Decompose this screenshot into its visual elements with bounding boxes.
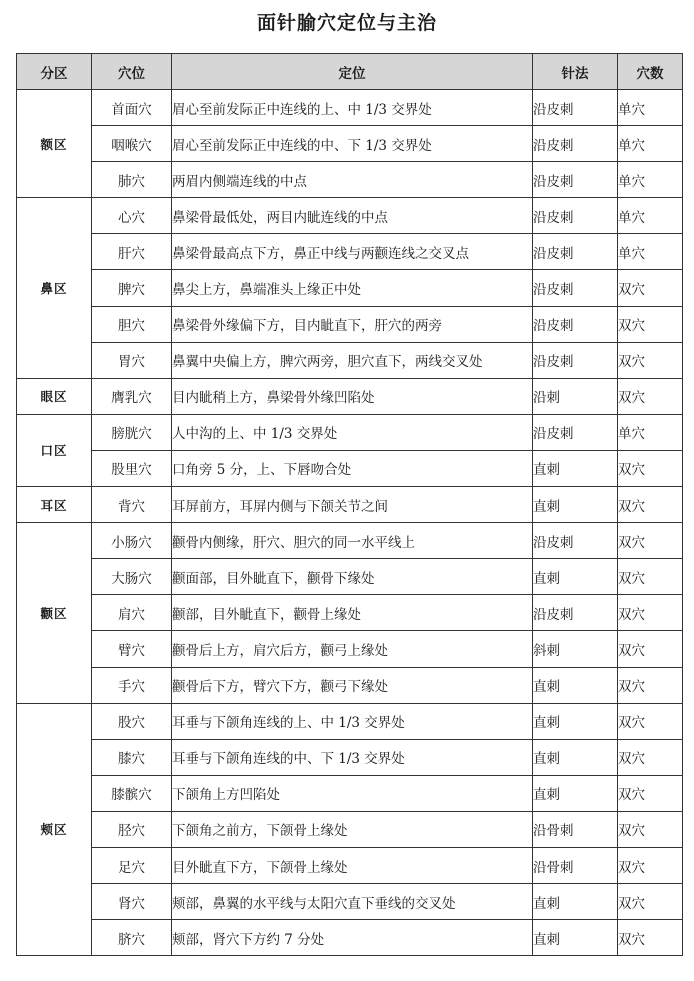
table-row [17,920,683,956]
count-cell: 单穴 [618,234,683,270]
method-cell: 沿骨刺 [533,811,618,847]
table-row [17,847,683,883]
location-cell: 眉心至前发际正中连线的上、中 1/3 交界处 [172,90,533,126]
region-cell: 颧区 [17,523,92,703]
point-cell: 膀胱穴 [92,414,172,450]
location-cell: 颊部，肾穴下方约 7 分处 [172,920,533,956]
location-cell: 颧骨后下方，臂穴下方，颧弓下缘处 [172,667,533,703]
count-cell: 双穴 [618,631,683,667]
location-cell: 鼻梁骨最高点下方，鼻正中线与两颧连线之交叉点 [172,234,533,270]
table-row [17,90,683,126]
point-cell: 脐穴 [92,920,172,956]
location-cell: 目外眦直下方，下颌骨上缘处 [172,847,533,883]
table-row [17,306,683,342]
location-cell: 耳垂与下颌角连线的中、下 1/3 交界处 [172,739,533,775]
table-row [17,450,683,486]
point-cell: 足穴 [92,847,172,883]
table-row [17,414,683,450]
method-cell: 沿皮刺 [533,595,618,631]
point-cell: 小肠穴 [92,523,172,559]
method-cell: 斜刺 [533,631,618,667]
header-count: 穴数 [618,54,683,90]
count-cell: 单穴 [618,162,683,198]
method-cell: 沿皮刺 [533,198,618,234]
region-cell: 额区 [17,90,92,198]
header-location: 定位 [172,54,533,90]
region-cell: 颊区 [17,703,92,956]
method-cell: 直刺 [533,739,618,775]
count-cell: 双穴 [618,523,683,559]
point-cell: 肩穴 [92,595,172,631]
count-cell: 双穴 [618,487,683,523]
location-cell: 下颌角之前方，下颌骨上缘处 [172,811,533,847]
point-cell: 膺乳穴 [92,378,172,414]
location-cell: 颧骨内侧缘，肝穴、胆穴的同一水平线上 [172,523,533,559]
header-point: 穴位 [92,54,172,90]
count-cell: 双穴 [618,450,683,486]
count-cell: 双穴 [618,270,683,306]
method-cell: 沿皮刺 [533,523,618,559]
table-row [17,126,683,162]
point-cell: 膝穴 [92,739,172,775]
table-row [17,595,683,631]
location-cell: 颧骨后上方，肩穴后方，颧弓上缘处 [172,631,533,667]
point-cell: 膝髌穴 [92,775,172,811]
count-cell: 双穴 [618,306,683,342]
count-cell: 双穴 [618,342,683,378]
table-row [17,342,683,378]
table-row [17,270,683,306]
table-row [17,559,683,595]
location-cell: 耳垂与下颌角连线的上、中 1/3 交界处 [172,703,533,739]
page-title: 面针腧穴定位与主治 [256,12,437,34]
table-header-row [17,54,683,90]
method-cell: 直刺 [533,920,618,956]
method-cell: 沿皮刺 [533,342,618,378]
location-cell: 人中沟的上、中 1/3 交界处 [172,414,533,450]
method-cell: 直刺 [533,667,618,703]
point-cell: 背穴 [92,487,172,523]
location-cell: 目内眦稍上方，鼻梁骨外缘凹陷处 [172,378,533,414]
table-row [17,811,683,847]
table-row [17,198,683,234]
location-cell: 颊部，鼻翼的水平线与太阳穴直下垂线的交叉处 [172,884,533,920]
count-cell: 单穴 [618,414,683,450]
location-cell: 两眉内侧端连线的中点 [172,162,533,198]
table-row [17,884,683,920]
table-row [17,487,683,523]
method-cell: 沿骨刺 [533,847,618,883]
method-cell: 沿皮刺 [533,126,618,162]
point-cell: 首面穴 [92,90,172,126]
region-cell: 眼区 [17,378,92,414]
method-cell: 直刺 [533,775,618,811]
table-row [17,234,683,270]
method-cell: 直刺 [533,450,618,486]
count-cell: 单穴 [618,90,683,126]
location-cell: 颧面部，目外眦直下，颧骨下缘处 [172,559,533,595]
method-cell: 直刺 [533,559,618,595]
table-row [17,667,683,703]
point-cell: 胆穴 [92,306,172,342]
method-cell: 直刺 [533,487,618,523]
point-cell: 咽喉穴 [92,126,172,162]
point-cell: 胃穴 [92,342,172,378]
region-cell: 口区 [17,414,92,486]
table-row [17,775,683,811]
table-row [17,523,683,559]
table-body [17,90,683,956]
location-cell: 鼻梁骨外缘偏下方，目内眦直下，肝穴的两旁 [172,306,533,342]
table-row [17,703,683,739]
count-cell: 单穴 [618,126,683,162]
table-row [17,739,683,775]
location-cell: 口角旁 5 分，上、下唇吻合处 [172,450,533,486]
point-cell: 大肠穴 [92,559,172,595]
count-cell: 双穴 [618,884,683,920]
region-cell: 耳区 [17,487,92,523]
header-method: 针法 [533,54,618,90]
method-cell: 直刺 [533,703,618,739]
method-cell: 沿皮刺 [533,90,618,126]
count-cell: 双穴 [618,847,683,883]
location-cell: 耳屏前方，耳屏内侧与下颌关节之间 [172,487,533,523]
header-region: 分区 [17,54,92,90]
count-cell: 双穴 [618,920,683,956]
method-cell: 沿皮刺 [533,414,618,450]
location-cell: 鼻梁骨最低处，两目内眦连线的中点 [172,198,533,234]
region-cell: 鼻区 [17,198,92,378]
method-cell: 沿皮刺 [533,270,618,306]
location-cell: 眉心至前发际正中连线的中、下 1/3 交界处 [172,126,533,162]
point-cell: 肾穴 [92,884,172,920]
method-cell: 沿皮刺 [533,234,618,270]
count-cell: 双穴 [618,775,683,811]
count-cell: 双穴 [618,739,683,775]
count-cell: 双穴 [618,378,683,414]
point-cell: 肝穴 [92,234,172,270]
method-cell: 沿刺 [533,378,618,414]
point-cell: 股穴 [92,703,172,739]
location-cell: 下颌角上方凹陷处 [172,775,533,811]
count-cell: 双穴 [618,595,683,631]
method-cell: 沿皮刺 [533,306,618,342]
table-row [17,162,683,198]
location-cell: 鼻尖上方，鼻端准头上缘正中处 [172,270,533,306]
point-cell: 脾穴 [92,270,172,306]
point-cell: 心穴 [92,198,172,234]
location-cell: 颧部，目外眦直下，颧骨上缘处 [172,595,533,631]
table-row [17,378,683,414]
point-cell: 胫穴 [92,811,172,847]
table-row [17,631,683,667]
method-cell: 沿皮刺 [533,162,618,198]
count-cell: 双穴 [618,811,683,847]
point-cell: 臂穴 [92,631,172,667]
count-cell: 双穴 [618,703,683,739]
count-cell: 双穴 [618,559,683,595]
acupoint-table [16,53,683,956]
count-cell: 双穴 [618,667,683,703]
point-cell: 肺穴 [92,162,172,198]
location-cell: 鼻翼中央偏上方，脾穴两旁，胆穴直下，两线交叉处 [172,342,533,378]
method-cell: 直刺 [533,884,618,920]
point-cell: 股里穴 [92,450,172,486]
count-cell: 单穴 [618,198,683,234]
point-cell: 手穴 [92,667,172,703]
